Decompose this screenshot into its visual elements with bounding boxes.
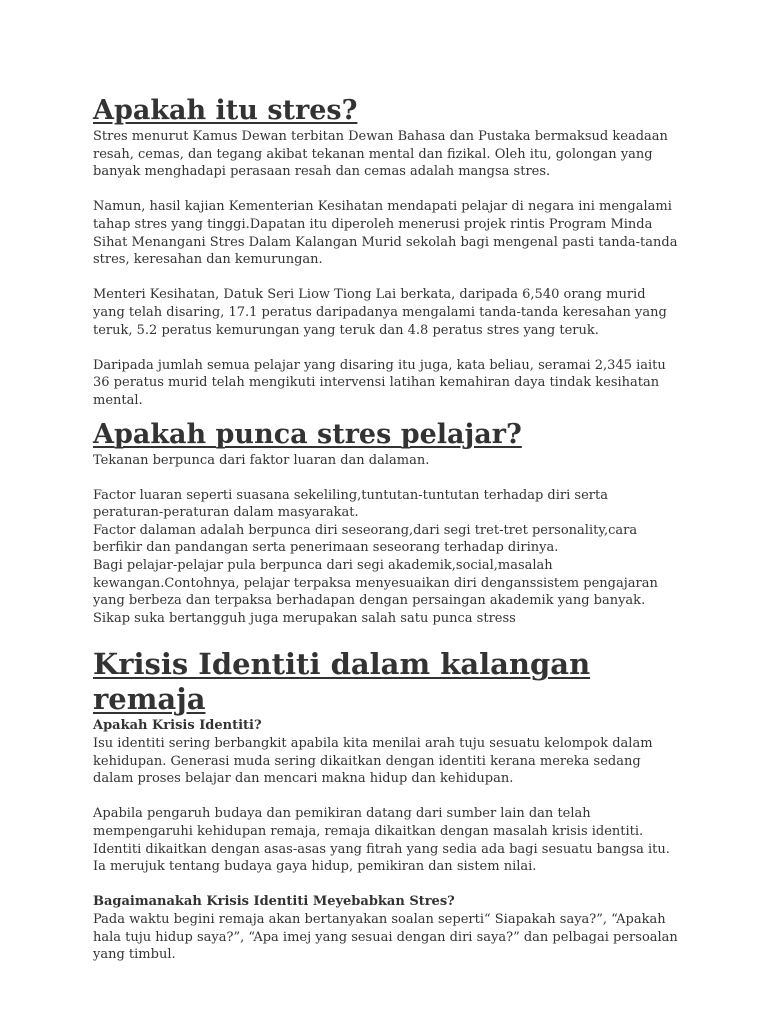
spacer — [93, 788, 678, 806]
spacer — [93, 181, 678, 199]
paragraph-tekanan: Tekanan berpunca dari faktor luaran dan dalaman. — [93, 452, 430, 468]
heading-punca-stres: Apakah punca stres pelajar? — [93, 418, 522, 450]
spacer — [93, 469, 678, 487]
paragraph-isu-identiti: Isu identiti sering berbangkit apabila kita menilai arah tuju sesuatu kelompok dalam kehidupan. Generasi muda sering dikaitkan dengan identiti kerana mereka sedang dalam proses belajar dan mencari makna hidup dan kehidupan. — [93, 736, 653, 787]
subheading-apakah-krisis: Apakah Krisis Identiti? — [93, 718, 262, 734]
line-sikap: Sikap suka bertangguh juga merupakan salah satu punca stress — [93, 610, 516, 626]
paragraph-pengaruh-budaya: Apabila pengaruh budaya dan pemikiran datang dari sumber lain dan telah mempengaruhi kehidupan remaja, remaja dikaitkan dengan masalah krisis identiti. Identiti dikaitkan dengan asas-asas yang fitrah yang sedia ada bagi sesuatu bangsa itu. Ia merujuk tentang budaya gaya hidup, pemikiran dan sistem nilai. — [93, 806, 670, 875]
document-page — [93, 94, 678, 964]
paragraph-definition: Stres menurut Kamus Dewan terbitan Dewan Bahasa dan Pustaka bermaksud keadaan resah, cemas, dan tegang akibat tekanan mental dan fizikal. Oleh itu, golongan yang banyak menghadapi perasaan resah dan cemas adalah mangsa stres. — [93, 129, 668, 180]
paragraph-menteri: Menteri Kesihatan, Datuk Seri Liow Tiong Lai berkata, daripada 6,540 orang murid yang telah disaring, 17.1 peratus daripadanya mengalami tanda-tanda keresahan yang teruk, 5.2 peratus kemurungan yang teruk dan 4.8 peratus stres yang teruk. — [93, 287, 667, 338]
line-factor-dalaman: Factor dalaman adalah berpunca diri seseorang,dari segi tret-tret personality,cara berfikir dan pandangan serta penerimaan seseorang terhadap dirinya. — [93, 522, 638, 556]
line-pelajar: Bagi pelajar-pelajar pula berpunca dari segi akademik,social,masalah kewangan.Contohnya, pelajar terpaksa menyesuaikan diri denganssistem pengajaran yang berbeza dan terpaksa berhadapan dengan persaingan akademik yang banyak. — [93, 558, 658, 609]
paragraph-jumlah: Daripada jumlah semua pelajar yang disaring itu juga, kata beliau, seramai 2,345 iaitu 36 peratus murid telah mengikuti intervensi latihan kemahiran daya tindak kesihatan mental. — [93, 357, 666, 408]
spacer — [93, 876, 678, 894]
subheading-bagaimanakah: Bagaimanakah Krisis Identiti Meyebabkan Stres? — [93, 894, 455, 910]
paragraph-kajian: Namun, hasil kajian Kementerian Kesihatan mendapati pelajar di negara ini mengalami tahap stres yang tinggi.Dapatan itu diperoleh menerusi projek rintis Program Minda Sihat Menangani Stres Dalam Kalangan Murid sekolah bagi mengenal pasti tanda-tanda stres, keresahan dan kemurungan. — [93, 199, 678, 268]
spacer — [93, 339, 678, 357]
line-factor-luaran: Factor luaran seperti suasana sekeliling,tuntutan-tuntutan terhadap diri serta peraturan-peraturan dalam masyarakat. — [93, 487, 608, 521]
paragraph-soalan: Pada waktu begini remaja akan bertanyakan soalan seperti“ Siapakah saya?”, “Apakah hala tuju hidup saya?”, “Apa imej yang sesuai dengan diri saya?” dan pelbagai persoalan yang timbul. — [93, 911, 678, 963]
heading-apakah-itu-stres: Apakah itu stres? — [93, 95, 358, 126]
spacer — [93, 269, 678, 287]
heading-krisis-identiti: Krisis Identiti dalam kalangan remaja — [93, 647, 591, 717]
